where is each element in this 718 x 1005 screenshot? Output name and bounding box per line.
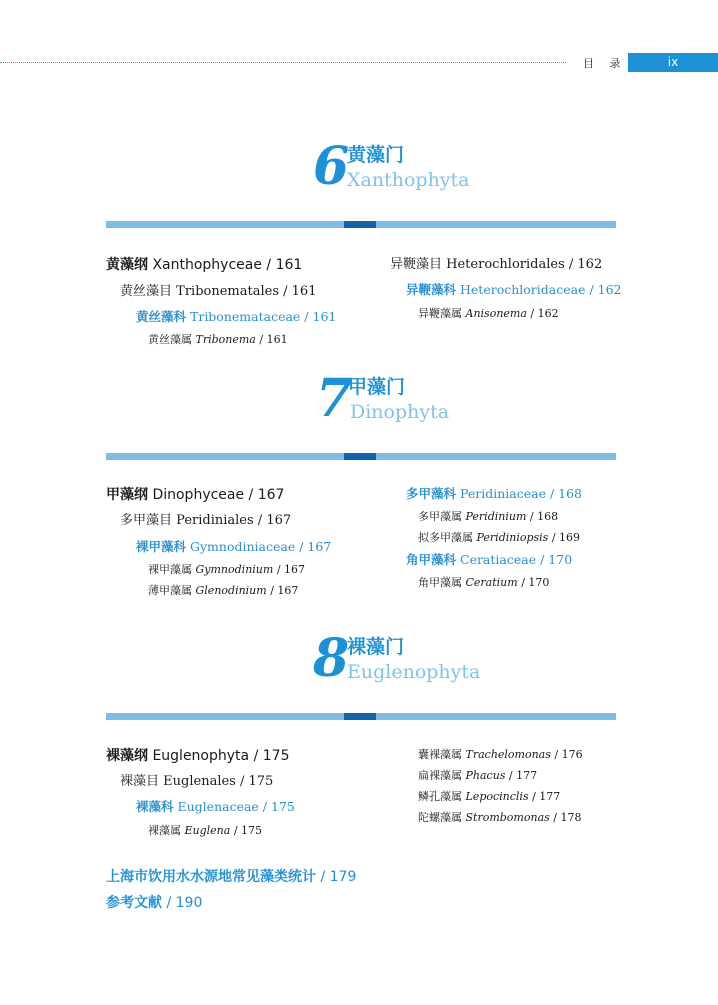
toc-entry-genus[interactable]: 裸甲藻属 Gymnodinium / 167 bbox=[148, 563, 306, 576]
toc-entry-family[interactable]: 黄丝藻科 Tribonemataceae / 161 bbox=[136, 309, 337, 324]
toc-entry-genus[interactable]: 薄甲藻属 Glenodinium / 167 bbox=[148, 584, 299, 597]
chapter-6-number: 6 bbox=[313, 136, 350, 197]
toc-entry-family[interactable]: 裸甲藻科 Gymnodiniaceae / 167 bbox=[136, 539, 332, 554]
toc-entry-class[interactable]: 黄藻纲 Xanthophyceae / 161 bbox=[106, 257, 303, 273]
toc-entry-class[interactable]: 裸藻纲 Euglenophyta / 175 bbox=[106, 748, 290, 764]
chapter-7-divider bbox=[106, 453, 616, 460]
toc-entry-genus[interactable]: 扁裸藻属 Phacus / 177 bbox=[418, 769, 538, 782]
chapter-8-title-en: Euglenophyta bbox=[347, 661, 481, 683]
toc-entry-references[interactable]: 参考文献 / 190 bbox=[106, 895, 203, 911]
toc-entry-order[interactable]: 裸藻目 Euglenales / 175 bbox=[120, 774, 274, 789]
toc-entry-appendix[interactable]: 上海市饮用水水源地常见藻类统计 / 179 bbox=[106, 869, 357, 885]
chapter-6-divider bbox=[106, 221, 616, 228]
toc-entry-family[interactable]: 多甲藻科 Peridiniaceae / 168 bbox=[406, 486, 582, 501]
chapter-6-title-cn: 黄藻门 bbox=[347, 144, 405, 166]
toc-entry-order[interactable]: 异鞭藻目 Heterochloridales / 162 bbox=[390, 257, 603, 272]
toc-entry-genus[interactable]: 角甲藻属 Ceratium / 170 bbox=[418, 576, 550, 589]
toc-entry-family[interactable]: 异鞭藻科 Heterochloridaceae / 162 bbox=[406, 282, 622, 297]
toc-entry-family[interactable]: 角甲藻科 Ceratiaceae / 170 bbox=[406, 552, 573, 567]
toc-entry-order[interactable]: 黄丝藻目 Tribonematales / 161 bbox=[120, 284, 317, 299]
header-page-number: ix bbox=[628, 53, 718, 72]
chapter-8-divider bbox=[106, 713, 616, 720]
toc-entry-order[interactable]: 多甲藻目 Peridiniales / 167 bbox=[120, 513, 292, 528]
header-dotted-rule bbox=[0, 62, 566, 63]
chapter-8-title-cn: 裸藻门 bbox=[347, 636, 405, 658]
toc-entry-genus[interactable]: 异鞭藻属 Anisonema / 162 bbox=[418, 307, 559, 320]
toc-entry-genus[interactable]: 裸藻属 Euglena / 175 bbox=[148, 824, 263, 837]
toc-entry-genus[interactable]: 拟多甲藻属 Peridiniopsis / 169 bbox=[418, 531, 581, 544]
chapter-7-number: 7 bbox=[316, 368, 353, 429]
toc-entry-genus[interactable]: 鳞孔藻属 Lepocinclis / 177 bbox=[418, 790, 561, 803]
chapter-7-title-en: Dinophyta bbox=[350, 401, 450, 423]
toc-entry-genus[interactable]: 囊裸藻属 Trachelomonas / 176 bbox=[418, 748, 583, 761]
chapter-6-title-en: Xanthophyta bbox=[347, 169, 470, 191]
toc-entry-class[interactable]: 甲藻纲 Dinophyceae / 167 bbox=[106, 487, 285, 503]
toc-entry-genus[interactable]: 陀螺藻属 Strombomonas / 178 bbox=[418, 811, 582, 824]
toc-entry-family[interactable]: 裸藻科 Euglenaceae / 175 bbox=[136, 799, 295, 814]
chapter-7-title-cn: 甲藻门 bbox=[348, 376, 406, 398]
toc-entry-genus[interactable]: 黄丝藻属 Tribonema / 161 bbox=[148, 333, 288, 346]
header-toc-label: 目 录 bbox=[583, 57, 627, 70]
chapter-8-number: 8 bbox=[313, 628, 350, 689]
toc-entry-genus[interactable]: 多甲藻属 Peridinium / 168 bbox=[418, 510, 559, 523]
